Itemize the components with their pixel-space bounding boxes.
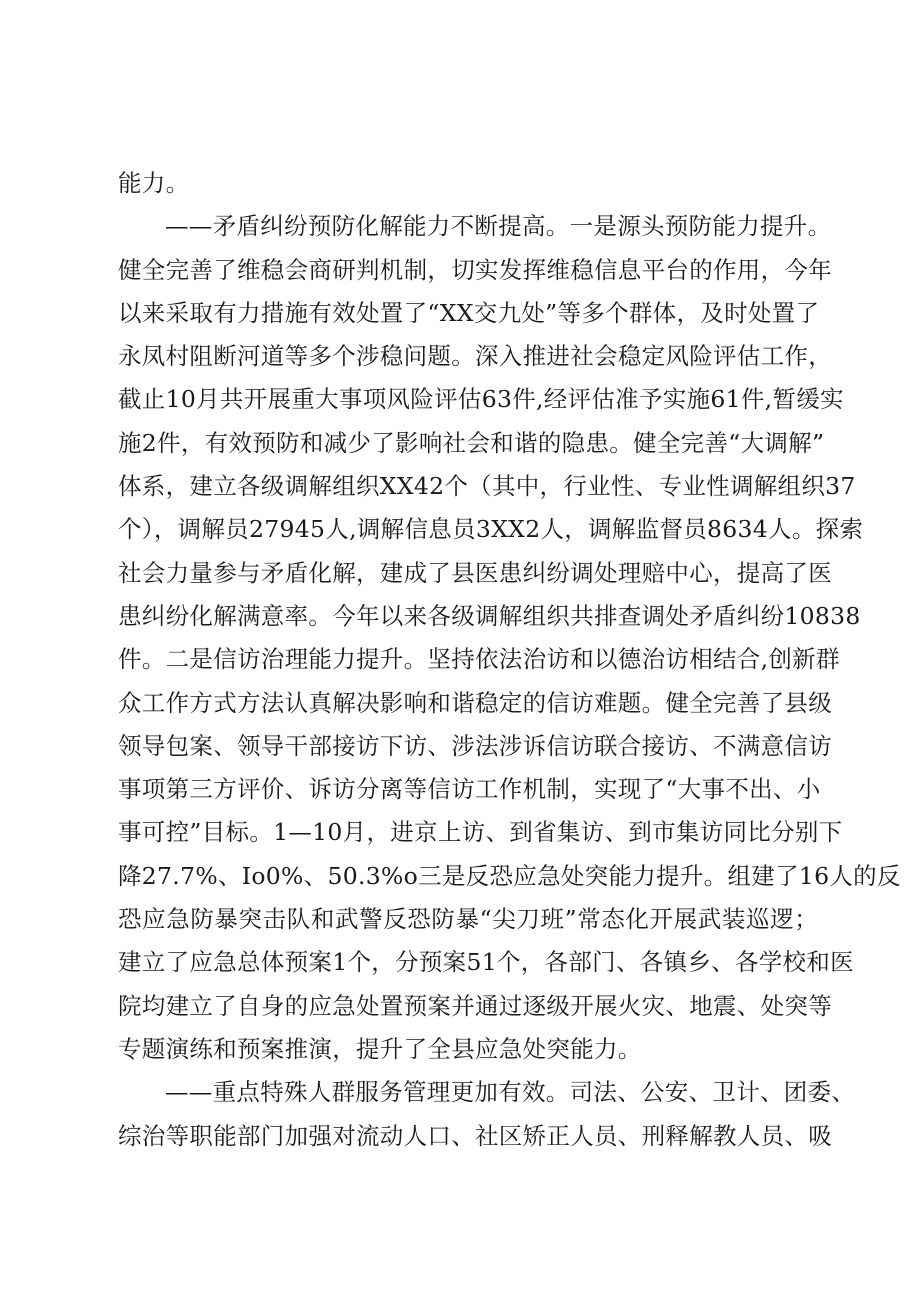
text-line: 截止10月共开展重大事项风险评估63件,经评估准予实施61件,暂缓实 — [118, 385, 844, 414]
text-line: 件。二是信访治理能力提升。坚持依法治访和以德治访相结合,创新群 — [118, 645, 840, 674]
text-line: ——重点特殊人群服务管理更加有效。司法、公安、卫计、团委、 — [165, 1078, 856, 1107]
text-line: 专题演练和预案推演，提升了全县应急处突能力。 — [118, 1034, 642, 1063]
text-line: 降27.7%、Io0%、50.3%o三是反恐应急处突能力提升。组建了16人的反 — [118, 861, 901, 890]
text-line: 个），调解员27945人,调解信息员3XX2人，调解监督员8634人。探索 — [118, 515, 864, 544]
text-line: 综治等职能部门加强对流动人口、社区矫正人员、刑释解教人员、吸 — [118, 1121, 832, 1150]
text-line: 院均建立了自身的应急处置预案并通过逐级开展火灾、地震、处突等 — [118, 991, 832, 1020]
text-line: 领导包案、领导干部接访下访、涉法涉诉信访联合接访、不满意信访 — [118, 731, 832, 760]
text-line: 事可控”目标。1—10月，进京上访、到省集访、到市集访同比分别下 — [118, 818, 843, 847]
text-line: 以来采取有力措施有效处置了“XX交九处”等多个群体，及时处置了 — [118, 298, 820, 327]
text-line: 建立了应急总体预案1个，分预案51个，各部门、各镇乡、各学校和医 — [118, 948, 854, 977]
text-line: 健全完善了维稳会商研判机制，切实发挥维稳信息平台的作用，今年 — [118, 255, 832, 284]
text-line: 社会力量参与矛盾化解，建成了县医患纠纷调处理赔中心，提高了医 — [118, 558, 832, 587]
text-line: 恐应急防暴突击队和武警反恐防暴“尖刀班”常态化开展武装巡逻； — [118, 905, 818, 934]
document-body — [118, 162, 901, 1158]
text-line: ——矛盾纠纷预防化解能力不断提高。一是源头预防能力提升。 — [165, 212, 832, 241]
text-line: 能力。 — [118, 169, 190, 197]
text-line: 事项第三方评价、诉访分离等信访工作机制，实现了“大事不出、小 — [118, 775, 821, 804]
text-line: 患纠纷化解满意率。今年以来各级调解组织共排查调处矛盾纠纷10838 — [118, 601, 861, 630]
text-line: 施2件，有效预防和减少了影响社会和谐的隐患。健全完善“大调解” — [118, 428, 825, 457]
text-line: 众工作方式方法认真解决影响和谐稳定的信访难题。健全完善了县级 — [118, 688, 832, 717]
text-line: 永凤村阻断河道等多个涉稳问题。深入推进社会稳定风险评估工作， — [118, 342, 832, 371]
text-line: 体系，建立各级调解组织XX42个（其中，行业性、专业性调解组织37 — [118, 472, 856, 501]
